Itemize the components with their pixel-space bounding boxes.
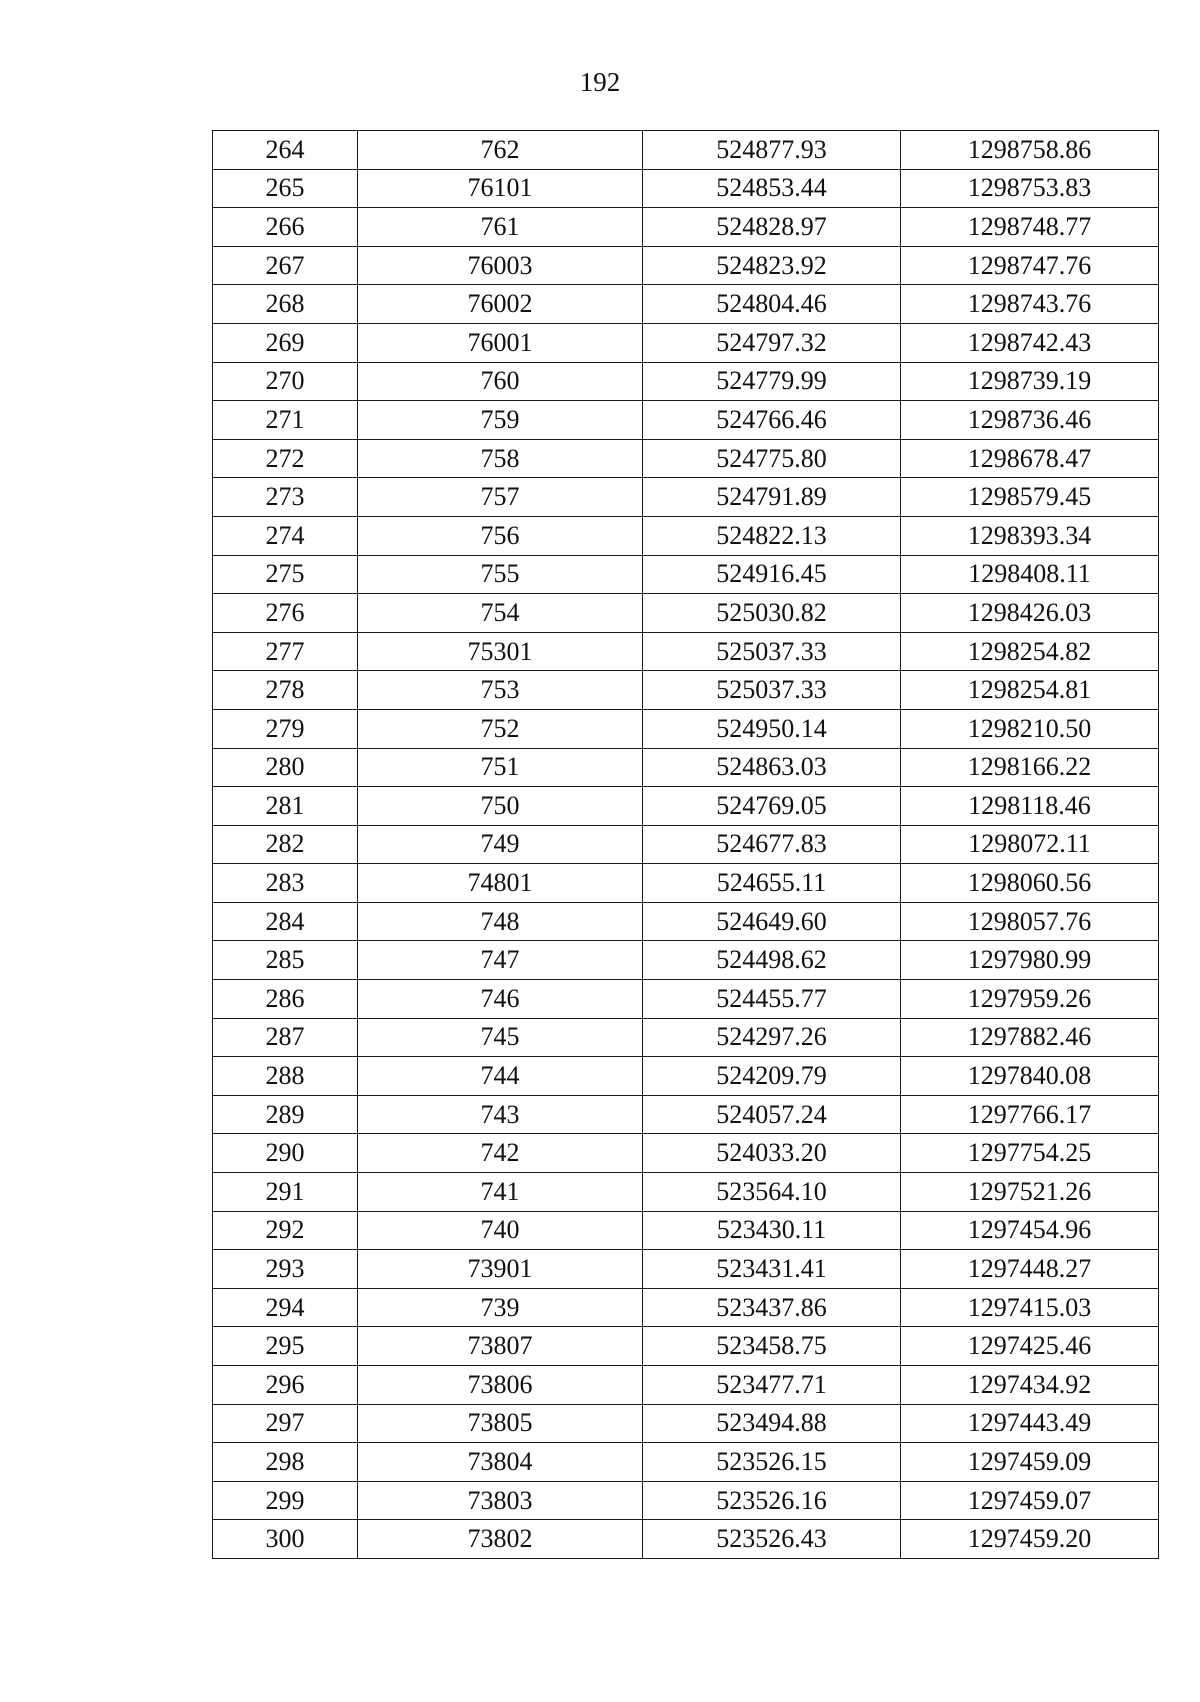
x-coordinate-cell: 523526.15 (643, 1443, 901, 1482)
point-id-cell: 739 (358, 1288, 643, 1327)
y-coordinate-cell: 1297766.17 (901, 1095, 1159, 1134)
point-id-cell: 740 (358, 1211, 643, 1250)
row-number-cell: 283 (213, 864, 358, 903)
y-coordinate-cell: 1298166.22 (901, 748, 1159, 787)
table-row (213, 671, 1159, 710)
x-coordinate-cell: 523431.41 (643, 1250, 901, 1289)
x-coordinate-cell: 524655.11 (643, 864, 901, 903)
point-id-cell: 74801 (358, 864, 643, 903)
x-coordinate-cell: 524775.80 (643, 439, 901, 478)
x-coordinate-cell: 523526.16 (643, 1481, 901, 1520)
row-number-cell: 264 (213, 131, 358, 170)
x-coordinate-cell: 523458.75 (643, 1327, 901, 1366)
y-coordinate-cell: 1297425.46 (901, 1327, 1159, 1366)
row-number-cell: 296 (213, 1366, 358, 1405)
table-row (213, 208, 1159, 247)
y-coordinate-cell: 1297959.26 (901, 980, 1159, 1019)
y-coordinate-cell: 1298739.19 (901, 362, 1159, 401)
table-row (213, 825, 1159, 864)
table-row (213, 1173, 1159, 1212)
table-row (213, 1520, 1159, 1559)
x-coordinate-cell: 523526.43 (643, 1520, 901, 1559)
row-number-cell: 299 (213, 1481, 358, 1520)
y-coordinate-cell: 1298747.76 (901, 246, 1159, 285)
y-coordinate-cell: 1297434.92 (901, 1366, 1159, 1405)
table-row (213, 1057, 1159, 1096)
point-id-cell: 73805 (358, 1404, 643, 1443)
point-id-cell: 761 (358, 208, 643, 247)
y-coordinate-cell: 1298060.56 (901, 864, 1159, 903)
row-number-cell: 285 (213, 941, 358, 980)
point-id-cell: 750 (358, 787, 643, 826)
y-coordinate-cell: 1297448.27 (901, 1250, 1159, 1289)
table-row (213, 516, 1159, 555)
row-number-cell: 282 (213, 825, 358, 864)
x-coordinate-cell: 524455.77 (643, 980, 901, 1019)
point-id-cell: 744 (358, 1057, 643, 1096)
point-id-cell: 741 (358, 1173, 643, 1212)
x-coordinate-cell: 524863.03 (643, 748, 901, 787)
row-number-cell: 295 (213, 1327, 358, 1366)
x-coordinate-cell: 524498.62 (643, 941, 901, 980)
y-coordinate-cell: 1298254.81 (901, 671, 1159, 710)
y-coordinate-cell: 1297454.96 (901, 1211, 1159, 1250)
row-number-cell: 274 (213, 516, 358, 555)
x-coordinate-cell: 524649.60 (643, 902, 901, 941)
table-row (213, 787, 1159, 826)
x-coordinate-cell: 524033.20 (643, 1134, 901, 1173)
x-coordinate-cell: 524804.46 (643, 285, 901, 324)
point-id-cell: 756 (358, 516, 643, 555)
x-coordinate-cell: 524779.99 (643, 362, 901, 401)
y-coordinate-cell: 1298736.46 (901, 401, 1159, 440)
point-id-cell: 746 (358, 980, 643, 1019)
y-coordinate-cell: 1297980.99 (901, 941, 1159, 980)
row-number-cell: 267 (213, 246, 358, 285)
row-number-cell: 291 (213, 1173, 358, 1212)
row-number-cell: 279 (213, 709, 358, 748)
row-number-cell: 287 (213, 1018, 358, 1057)
row-number-cell: 284 (213, 902, 358, 941)
point-id-cell: 76001 (358, 323, 643, 362)
table-row (213, 902, 1159, 941)
y-coordinate-cell: 1297754.25 (901, 1134, 1159, 1173)
row-number-cell: 290 (213, 1134, 358, 1173)
point-id-cell: 743 (358, 1095, 643, 1134)
row-number-cell: 280 (213, 748, 358, 787)
y-coordinate-cell: 1297840.08 (901, 1057, 1159, 1096)
x-coordinate-cell: 524209.79 (643, 1057, 901, 1096)
table-row (213, 632, 1159, 671)
table-row (213, 439, 1159, 478)
table-body (213, 131, 1159, 1559)
x-coordinate-cell: 524828.97 (643, 208, 901, 247)
coordinates-table (212, 130, 1159, 1559)
y-coordinate-cell: 1298742.43 (901, 323, 1159, 362)
point-id-cell: 747 (358, 941, 643, 980)
point-id-cell: 76003 (358, 246, 643, 285)
y-coordinate-cell: 1297882.46 (901, 1018, 1159, 1057)
x-coordinate-cell: 523477.71 (643, 1366, 901, 1405)
y-coordinate-cell: 1298748.77 (901, 208, 1159, 247)
point-id-cell: 748 (358, 902, 643, 941)
row-number-cell: 275 (213, 555, 358, 594)
x-coordinate-cell: 524950.14 (643, 709, 901, 748)
row-number-cell: 298 (213, 1443, 358, 1482)
y-coordinate-cell: 1298210.50 (901, 709, 1159, 748)
x-coordinate-cell: 524057.24 (643, 1095, 901, 1134)
table-row (213, 1327, 1159, 1366)
x-coordinate-cell: 524677.83 (643, 825, 901, 864)
y-coordinate-cell: 1297415.03 (901, 1288, 1159, 1327)
y-coordinate-cell: 1297459.20 (901, 1520, 1159, 1559)
x-coordinate-cell: 523437.86 (643, 1288, 901, 1327)
point-id-cell: 73803 (358, 1481, 643, 1520)
row-number-cell: 288 (213, 1057, 358, 1096)
point-id-cell: 76002 (358, 285, 643, 324)
row-number-cell: 286 (213, 980, 358, 1019)
point-id-cell: 73802 (358, 1520, 643, 1559)
x-coordinate-cell: 525037.33 (643, 671, 901, 710)
y-coordinate-cell: 1298678.47 (901, 439, 1159, 478)
x-coordinate-cell: 524822.13 (643, 516, 901, 555)
table-row (213, 1211, 1159, 1250)
y-coordinate-cell: 1298408.11 (901, 555, 1159, 594)
table-row (213, 478, 1159, 517)
table-row (213, 709, 1159, 748)
table-row (213, 1366, 1159, 1405)
point-id-cell: 749 (358, 825, 643, 864)
table-row (213, 246, 1159, 285)
row-number-cell: 266 (213, 208, 358, 247)
point-id-cell: 73807 (358, 1327, 643, 1366)
y-coordinate-cell: 1298254.82 (901, 632, 1159, 671)
table-row (213, 1134, 1159, 1173)
table-row (213, 748, 1159, 787)
page-number: 192 (579, 67, 621, 97)
row-number-cell: 270 (213, 362, 358, 401)
point-id-cell: 760 (358, 362, 643, 401)
table-row (213, 1095, 1159, 1134)
table-row (213, 1443, 1159, 1482)
table-row (213, 1018, 1159, 1057)
x-coordinate-cell: 523430.11 (643, 1211, 901, 1250)
point-id-cell: 745 (358, 1018, 643, 1057)
point-id-cell: 73901 (358, 1250, 643, 1289)
x-coordinate-cell: 524769.05 (643, 787, 901, 826)
table-row (213, 555, 1159, 594)
row-number-cell: 272 (213, 439, 358, 478)
y-coordinate-cell: 1298118.46 (901, 787, 1159, 826)
x-coordinate-cell: 525037.33 (643, 632, 901, 671)
x-coordinate-cell: 524797.32 (643, 323, 901, 362)
point-id-cell: 755 (358, 555, 643, 594)
row-number-cell: 273 (213, 478, 358, 517)
table-row (213, 362, 1159, 401)
y-coordinate-cell: 1298743.76 (901, 285, 1159, 324)
x-coordinate-cell: 524916.45 (643, 555, 901, 594)
table-row (213, 594, 1159, 633)
x-coordinate-cell: 523564.10 (643, 1173, 901, 1212)
y-coordinate-cell: 1298579.45 (901, 478, 1159, 517)
row-number-cell: 297 (213, 1404, 358, 1443)
y-coordinate-cell: 1298426.03 (901, 594, 1159, 633)
y-coordinate-cell: 1298057.76 (901, 902, 1159, 941)
y-coordinate-cell: 1297521.26 (901, 1173, 1159, 1212)
point-id-cell: 754 (358, 594, 643, 633)
table-row (213, 401, 1159, 440)
point-id-cell: 742 (358, 1134, 643, 1173)
row-number-cell: 293 (213, 1250, 358, 1289)
x-coordinate-cell: 524297.26 (643, 1018, 901, 1057)
table-row (213, 864, 1159, 903)
row-number-cell: 277 (213, 632, 358, 671)
point-id-cell: 73806 (358, 1366, 643, 1405)
table-row (213, 169, 1159, 208)
row-number-cell: 281 (213, 787, 358, 826)
point-id-cell: 751 (358, 748, 643, 787)
table-row (213, 1481, 1159, 1520)
y-coordinate-cell: 1298753.83 (901, 169, 1159, 208)
x-coordinate-cell: 524766.46 (643, 401, 901, 440)
point-id-cell: 758 (358, 439, 643, 478)
table-row (213, 1288, 1159, 1327)
row-number-cell: 271 (213, 401, 358, 440)
point-id-cell: 752 (358, 709, 643, 748)
y-coordinate-cell: 1297459.07 (901, 1481, 1159, 1520)
point-id-cell: 73804 (358, 1443, 643, 1482)
table-row (213, 941, 1159, 980)
table-row (213, 1404, 1159, 1443)
table-row (213, 131, 1159, 170)
row-number-cell: 289 (213, 1095, 358, 1134)
point-id-cell: 753 (358, 671, 643, 710)
table-row (213, 285, 1159, 324)
table-row (213, 323, 1159, 362)
row-number-cell: 278 (213, 671, 358, 710)
x-coordinate-cell: 523494.88 (643, 1404, 901, 1443)
x-coordinate-cell: 524877.93 (643, 131, 901, 170)
row-number-cell: 300 (213, 1520, 358, 1559)
table-row (213, 980, 1159, 1019)
row-number-cell: 276 (213, 594, 358, 633)
x-coordinate-cell: 525030.82 (643, 594, 901, 633)
row-number-cell: 265 (213, 169, 358, 208)
row-number-cell: 269 (213, 323, 358, 362)
row-number-cell: 268 (213, 285, 358, 324)
y-coordinate-cell: 1297443.49 (901, 1404, 1159, 1443)
x-coordinate-cell: 524853.44 (643, 169, 901, 208)
point-id-cell: 757 (358, 478, 643, 517)
x-coordinate-cell: 524791.89 (643, 478, 901, 517)
y-coordinate-cell: 1298393.34 (901, 516, 1159, 555)
point-id-cell: 76101 (358, 169, 643, 208)
y-coordinate-cell: 1298758.86 (901, 131, 1159, 170)
y-coordinate-cell: 1298072.11 (901, 825, 1159, 864)
table-row (213, 1250, 1159, 1289)
point-id-cell: 75301 (358, 632, 643, 671)
row-number-cell: 292 (213, 1211, 358, 1250)
point-id-cell: 759 (358, 401, 643, 440)
point-id-cell: 762 (358, 131, 643, 170)
x-coordinate-cell: 524823.92 (643, 246, 901, 285)
row-number-cell: 294 (213, 1288, 358, 1327)
y-coordinate-cell: 1297459.09 (901, 1443, 1159, 1482)
